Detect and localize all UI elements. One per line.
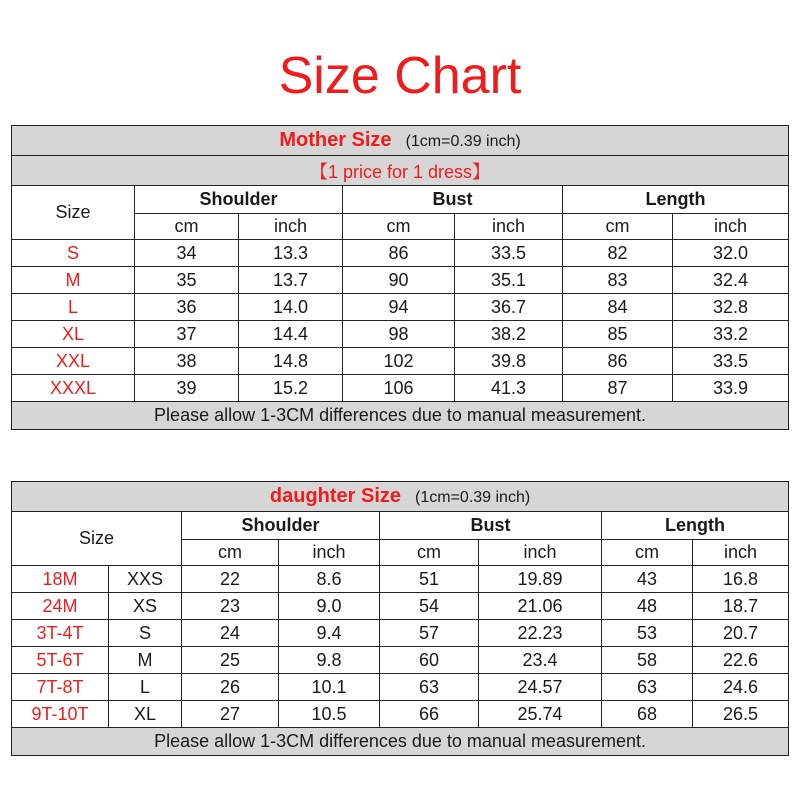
measurement-cell: 22.23 bbox=[479, 620, 602, 647]
measurement-cell: 87 bbox=[563, 375, 673, 402]
mother-price-row bbox=[12, 156, 789, 186]
table-row bbox=[12, 321, 789, 348]
measurement-cell: 33.2 bbox=[673, 321, 789, 348]
daughter-group-row bbox=[12, 512, 789, 540]
mother-footer-row bbox=[12, 402, 789, 430]
measurement-cell: 23.4 bbox=[479, 647, 602, 674]
measurement-cell: 10.1 bbox=[279, 674, 380, 701]
table-row bbox=[12, 701, 789, 728]
measurement-cell: 84 bbox=[563, 294, 673, 321]
daughter-unit-note: (1cm=0.39 inch) bbox=[415, 489, 531, 506]
measurement-cell: 90 bbox=[343, 267, 455, 294]
measurement-cell: 63 bbox=[380, 674, 479, 701]
measurement-cell: 38.2 bbox=[455, 321, 563, 348]
measurement-cell: 14.4 bbox=[239, 321, 343, 348]
measurement-cell: 102 bbox=[343, 348, 455, 375]
unit-header: cm bbox=[135, 214, 239, 240]
measurement-cell: 39.8 bbox=[455, 348, 563, 375]
measurement-cell: 41.3 bbox=[455, 375, 563, 402]
measurement-cell: 86 bbox=[343, 240, 455, 267]
age-label: 18M bbox=[12, 566, 109, 593]
measurement-cell: 33.5 bbox=[455, 240, 563, 267]
measurement-cell: 23 bbox=[182, 593, 279, 620]
size-code: S bbox=[109, 620, 182, 647]
measurement-cell: 35.1 bbox=[455, 267, 563, 294]
unit-header: inch bbox=[279, 540, 380, 566]
daughter-header-row bbox=[12, 482, 789, 512]
measurement-cell: 94 bbox=[343, 294, 455, 321]
mother-group-row bbox=[12, 186, 789, 214]
size-label: L bbox=[12, 294, 135, 321]
unit-header: inch bbox=[673, 214, 789, 240]
measurement-cell: 66 bbox=[380, 701, 479, 728]
measurement-cell: 39 bbox=[135, 375, 239, 402]
size-label: XXL bbox=[12, 348, 135, 375]
measurement-cell: 86 bbox=[563, 348, 673, 375]
measurement-cell: 38 bbox=[135, 348, 239, 375]
measurement-cell: 57 bbox=[380, 620, 479, 647]
age-label: 7T-8T bbox=[12, 674, 109, 701]
measurement-cell: 16.8 bbox=[693, 566, 789, 593]
measurement-cell: 13.3 bbox=[239, 240, 343, 267]
mother-footer-note: Please allow 1-3CM differences due to manual measurement. bbox=[12, 402, 789, 430]
mother-unit-note: (1cm=0.39 inch) bbox=[405, 133, 521, 150]
table-row bbox=[12, 566, 789, 593]
unit-header: inch bbox=[693, 540, 789, 566]
daughter-length-header: Length bbox=[602, 512, 789, 540]
measurement-cell: 24.6 bbox=[693, 674, 789, 701]
measurement-cell: 13.7 bbox=[239, 267, 343, 294]
age-label: 24M bbox=[12, 593, 109, 620]
price-note: 【1 price for 1 dress】 bbox=[12, 156, 789, 186]
measurement-cell: 63 bbox=[602, 674, 693, 701]
measurement-cell: 26 bbox=[182, 674, 279, 701]
measurement-cell: 24.57 bbox=[479, 674, 602, 701]
unit-header: cm bbox=[380, 540, 479, 566]
measurement-cell: 14.8 bbox=[239, 348, 343, 375]
measurement-cell: 20.7 bbox=[693, 620, 789, 647]
daughter-shoulder-header: Shoulder bbox=[182, 512, 380, 540]
size-code: XS bbox=[109, 593, 182, 620]
measurement-cell: 27 bbox=[182, 701, 279, 728]
measurement-cell: 51 bbox=[380, 566, 479, 593]
mother-header-cell bbox=[12, 126, 789, 156]
table-row bbox=[12, 593, 789, 620]
age-label: 3T-4T bbox=[12, 620, 109, 647]
unit-header: cm bbox=[602, 540, 693, 566]
table-row bbox=[12, 267, 789, 294]
measurement-cell: 98 bbox=[343, 321, 455, 348]
measurement-cell: 19.89 bbox=[479, 566, 602, 593]
measurement-cell: 43 bbox=[602, 566, 693, 593]
measurement-cell: 18.7 bbox=[693, 593, 789, 620]
daughter-header-cell bbox=[12, 482, 789, 512]
measurement-cell: 36.7 bbox=[455, 294, 563, 321]
measurement-cell: 83 bbox=[563, 267, 673, 294]
daughter-size-column-header: Size bbox=[12, 512, 182, 566]
measurement-cell: 26.5 bbox=[693, 701, 789, 728]
daughter-footer-row bbox=[12, 728, 789, 756]
size-label: XL bbox=[12, 321, 135, 348]
daughter-size-table bbox=[11, 481, 789, 756]
measurement-cell: 34 bbox=[135, 240, 239, 267]
table-row bbox=[12, 647, 789, 674]
measurement-cell: 58 bbox=[602, 647, 693, 674]
measurement-cell: 68 bbox=[602, 701, 693, 728]
mother-size-column-header: Size bbox=[12, 186, 135, 240]
measurement-cell: 9.0 bbox=[279, 593, 380, 620]
unit-header: cm bbox=[563, 214, 673, 240]
measurement-cell: 22 bbox=[182, 566, 279, 593]
measurement-cell: 25 bbox=[182, 647, 279, 674]
unit-header: inch bbox=[239, 214, 343, 240]
measurement-cell: 85 bbox=[563, 321, 673, 348]
unit-header: inch bbox=[479, 540, 602, 566]
measurement-cell: 54 bbox=[380, 593, 479, 620]
unit-header: cm bbox=[343, 214, 455, 240]
measurement-cell: 8.6 bbox=[279, 566, 380, 593]
mother-header-row bbox=[12, 126, 789, 156]
table-row bbox=[12, 294, 789, 321]
table-row bbox=[12, 674, 789, 701]
measurement-cell: 9.8 bbox=[279, 647, 380, 674]
unit-header: inch bbox=[455, 214, 563, 240]
measurement-cell: 32.0 bbox=[673, 240, 789, 267]
measurement-cell: 48 bbox=[602, 593, 693, 620]
daughter-footer-note: Please allow 1-3CM differences due to manual measurement. bbox=[12, 728, 789, 756]
mother-length-header: Length bbox=[563, 186, 789, 214]
mother-size-heading: Mother Size bbox=[279, 129, 392, 151]
mother-shoulder-header: Shoulder bbox=[135, 186, 343, 214]
measurement-cell: 36 bbox=[135, 294, 239, 321]
measurement-cell: 60 bbox=[380, 647, 479, 674]
measurement-cell: 9.4 bbox=[279, 620, 380, 647]
table-row bbox=[12, 375, 789, 402]
age-label: 9T-10T bbox=[12, 701, 109, 728]
measurement-cell: 33.5 bbox=[673, 348, 789, 375]
measurement-cell: 14.0 bbox=[239, 294, 343, 321]
daughter-bust-header: Bust bbox=[380, 512, 602, 540]
size-code: XL bbox=[109, 701, 182, 728]
page-title: Size Chart bbox=[278, 47, 522, 105]
size-code: XXS bbox=[109, 566, 182, 593]
age-label: 5T-6T bbox=[12, 647, 109, 674]
table-row bbox=[12, 348, 789, 375]
mother-bust-header: Bust bbox=[343, 186, 563, 214]
measurement-cell: 32.8 bbox=[673, 294, 789, 321]
table-row bbox=[12, 240, 789, 267]
measurement-cell: 35 bbox=[135, 267, 239, 294]
size-code: L bbox=[109, 674, 182, 701]
size-label: S bbox=[12, 240, 135, 267]
size-label: XXXL bbox=[12, 375, 135, 402]
measurement-cell: 106 bbox=[343, 375, 455, 402]
measurement-cell: 25.74 bbox=[479, 701, 602, 728]
measurement-cell: 10.5 bbox=[279, 701, 380, 728]
size-code: M bbox=[109, 647, 182, 674]
size-label: M bbox=[12, 267, 135, 294]
daughter-size-heading: daughter Size bbox=[269, 485, 402, 507]
measurement-cell: 21.06 bbox=[479, 593, 602, 620]
measurement-cell: 82 bbox=[563, 240, 673, 267]
measurement-cell: 53 bbox=[602, 620, 693, 647]
measurement-cell: 22.6 bbox=[693, 647, 789, 674]
measurement-cell: 15.2 bbox=[239, 375, 343, 402]
measurement-cell: 24 bbox=[182, 620, 279, 647]
mother-size-table bbox=[11, 125, 789, 430]
unit-header: cm bbox=[182, 540, 279, 566]
measurement-cell: 37 bbox=[135, 321, 239, 348]
measurement-cell: 33.9 bbox=[673, 375, 789, 402]
table-row bbox=[12, 620, 789, 647]
measurement-cell: 32.4 bbox=[673, 267, 789, 294]
